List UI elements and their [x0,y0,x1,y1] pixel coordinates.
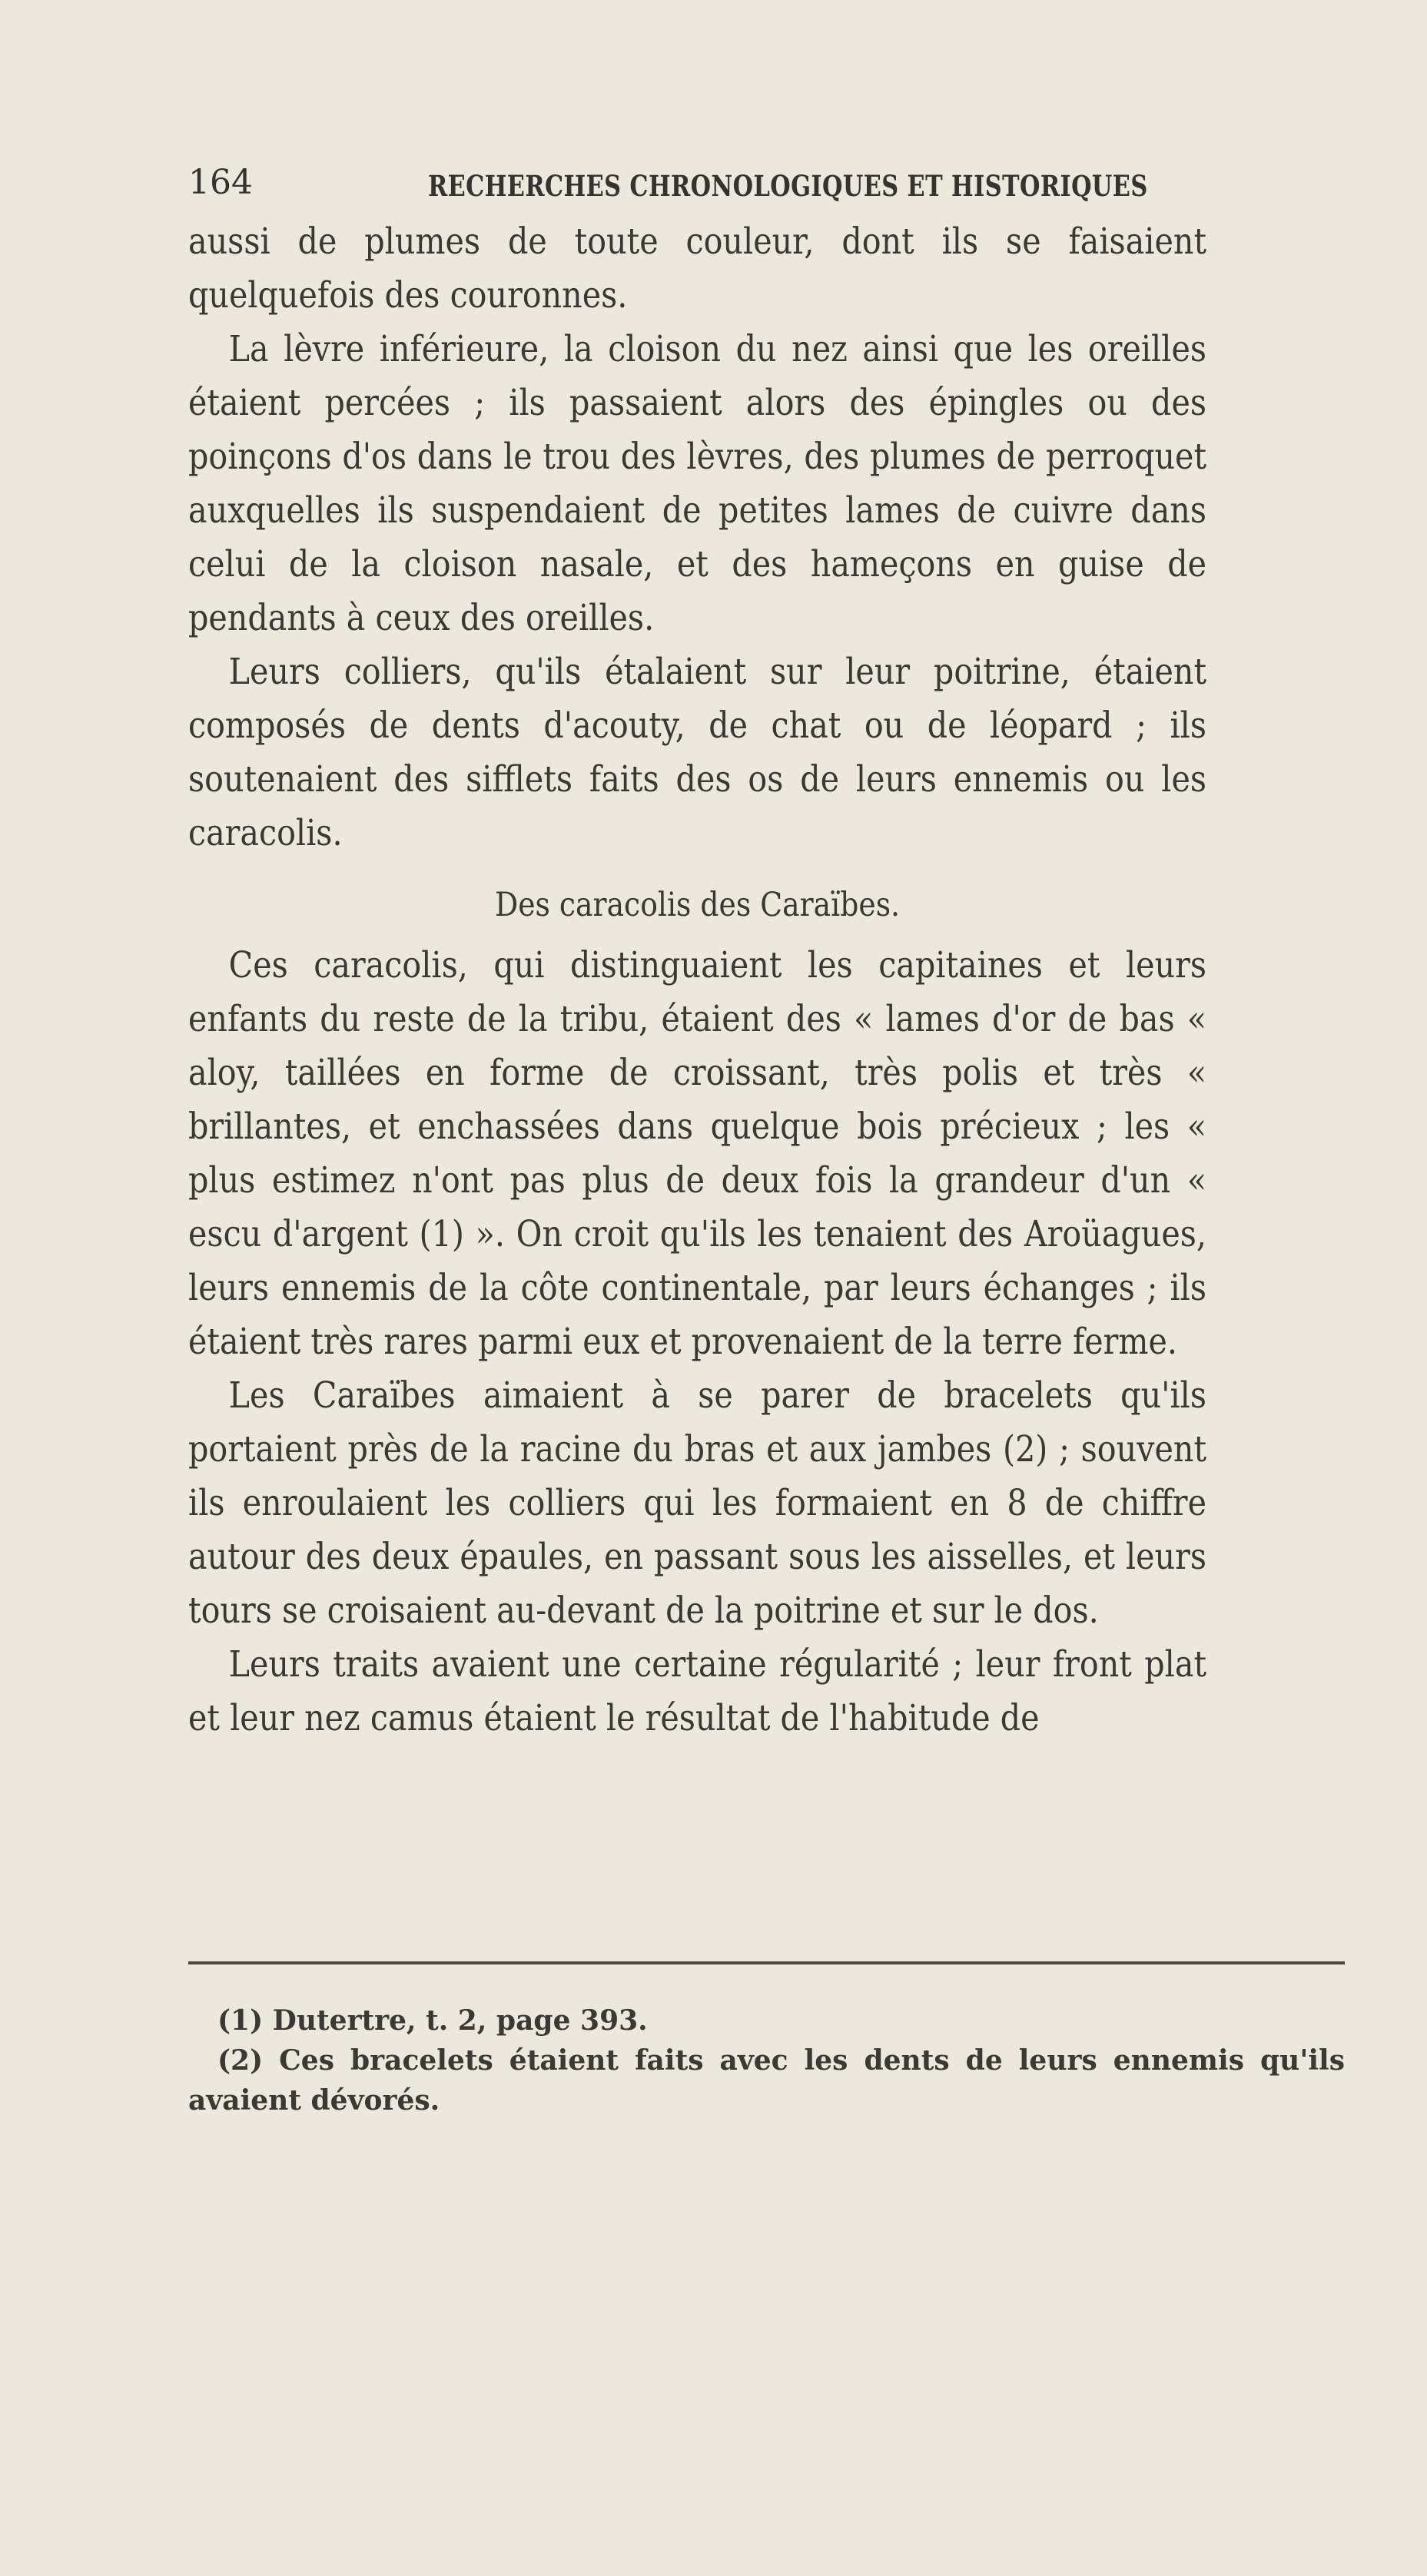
footnotes [188,2001,1345,2120]
footnote-divider [188,1961,1345,1964]
main-text [188,215,1206,1746]
paragraph-6: Leurs traits avaient une certaine régularité ; leur front plat et leur nez camus étaient le résultat de l'habitude de [188,1643,1207,1739]
running-head [188,163,1206,217]
footnote-2: (2) Ces bracelets étaient faits avec les dents de leurs ennemis qu'ils avaient dévorés. [188,2044,1345,2117]
paragraph-2: La lèvre inférieure, la cloison du nez ainsi que les oreilles étaient percées ; ils passaient alors des épingles ou des poinçons d'os dans le trou des lèvres, des plumes de perroquet auxquelles ils suspendaient de petites lames de cuivre dans celui de la cloison nasale, et des hameçons en guise de pendants à ceux des oreilles. [188,328,1207,639]
running-title: RECHERCHES CHRONOLOGIQUES ET HISTORIQUES [428,169,1148,203]
paragraph-5: Les Caraïbes aimaient à se parer de bracelets qu'ils portaient près de la racine du bras et aux jambes (2) ; souvent ils enroulaient les colliers qui les formaient en 8 de chiffre autour des deux épaules, en passant sous les aisselles, et leurs tours se croisaient au-devant de la poitrine et sur le dos. [188,1374,1207,1632]
paragraph-3: Leurs colliers, qu'ils étalaient sur leur poitrine, étaient composés de dents d'acouty, de chat ou de léopard ; ils soutenaient des sifflets faits des os de leurs ennemis ou les caracolis. [188,651,1207,854]
paragraph-1: aussi de plumes de toute couleur, dont ils se faisaient quelquefois des couronnes. [188,220,1207,317]
page-number: 164 [188,163,253,202]
footnote-1: (1) Dutertre, t. 2, page 393. [217,2004,648,2037]
section-heading: Des caracolis des Caraïbes. [494,886,901,924]
paragraph-4: Ces caracolis, qui distinguaient les capitaines et leurs enfants du reste de la tribu, étaient des « lames d'or de bas « aloy, taillées en forme de croissant, très polis et très « brillantes, et enchassées dans quelque bois précieux ; les « plus estimez n'ont pas plus de deux fois la grandeur d'un « escu d'argent (1) ». On croit qu'ils les tenaient des Aroüagues, leurs ennemis de la côte continentale, par leurs échanges ; ils étaient très rares parmi eux et provenaient de la terre ferme. [188,944,1207,1363]
